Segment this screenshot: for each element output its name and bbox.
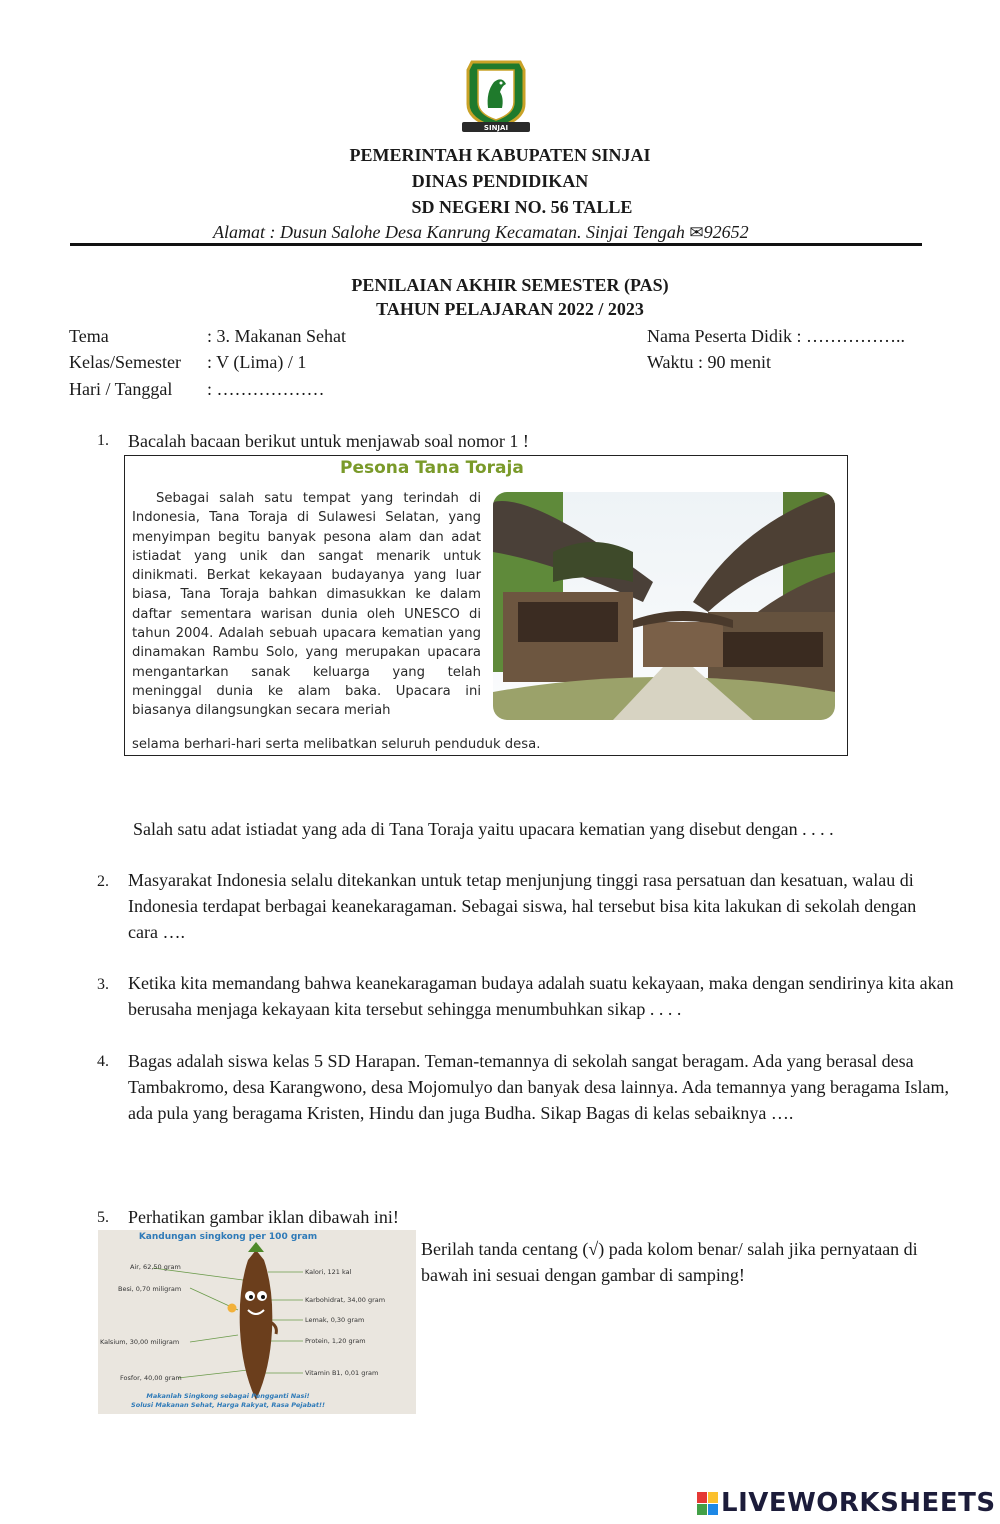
q4-text: Bagas adalah siswa kelas 5 SD Harapan. Teman-temannya di sekolah sangat beragam. Ada yang berasal desa Tambakromo, desa Karangwono, desa Mojomulyo dan banyak desa lainnya. Ada temannya yang beragama Islam, ada pula yang beragama Kristen, Hindu dan juga Budha. Sikap Bagas di kelas sebaiknya …. [128,1051,949,1123]
school-address [213,222,749,243]
ad-label-fosfor: Fosfor, 40,00 gram [120,1374,182,1382]
address-text: Alamat : Dusun Salohe Desa Kanrung Kecamatan. Sinjai Tengah [213,222,685,242]
header-line-3: SD NEGERI NO. 56 TALLE [411,197,633,217]
tema-label: Tema [69,326,109,346]
q2-number: 2. [97,873,109,890]
live-icon-e [708,1504,718,1515]
toraja-photo [493,492,835,720]
ad-title: Kandungan singkong per 100 gram [138,1232,318,1242]
live-icon-v [697,1504,707,1515]
q3-number: 3. [97,976,109,993]
q5-text: Perhatikan gambar iklan dibawah ini! [128,1207,399,1227]
liveworksheets-logo [697,1488,997,1522]
nama-peserta: Nama Peserta Didik : …………….. [647,326,905,346]
cassava-ad [98,1230,416,1414]
kelas-label: Kelas/Semester [69,352,181,372]
passage-title: Pesona Tana Toraja [340,458,524,478]
exam-year: TAHUN PELAJARAN 2022 / 2023 [376,299,644,319]
reading-passage [124,455,848,756]
q5-number: 5. [97,1209,109,1226]
ad-slogan-1: Makanlah Singkong sebagai Pengganti Nasi! [146,1392,310,1400]
q3-text: Ketika kita memandang bahwa keanekaragaman budaya adalah suatu kekayaan, maka dengan sendirinya kita akan berusaha menjaga kekayaan kita tersebut sehingga menumbuhkan sikap . . . . [128,973,954,1019]
ad-label-karbohidrat: Karbohidrat, 34,00 gram [305,1296,386,1304]
ad-label-kalori: Kalori, 121 kal [305,1268,352,1276]
ad-slogan-2: Solusi Makanan Sehat, Harga Rakyat, Rasa Pejabat!! [131,1401,325,1409]
header-line-1: PEMERINTAH KABUPATEN SINJAI [349,145,651,165]
ad-label-kalsium: Kalsium, 30,00 miligram [100,1338,180,1346]
live-icon-l [697,1492,707,1503]
ad-label-air: Air, 62,50 gram [130,1263,181,1271]
ad-label-protein: Protein, 1,20 gram [305,1337,366,1345]
q1-number: 1. [97,432,109,449]
postcode: 92652 [703,222,749,242]
q5-instruction: Berilah tanda centang (√) pada kolom benar/ salah jika pernyataan di bawah ini sesuai dengan gambar di samping! [421,1239,918,1285]
school-logo [458,58,534,138]
ad-label-lemak: Lemak, 0,30 gram [305,1316,365,1324]
hari-label: Hari / Tanggal [69,379,173,399]
q1-question: Salah satu adat istiadat yang ada di Tana Toraja yaitu upacara kematian yang disebut dengan . . . . [133,819,834,839]
q1-text: Bacalah bacaan berikut untuk menjawab soal nomor 1 ! [128,431,529,451]
cassava-illustration [98,1230,416,1414]
ad-label-besi: Besi, 0,70 miligram [118,1285,182,1293]
waktu: Waktu : 90 menit [647,352,772,372]
hari-value: : ……………… [207,379,325,399]
ad-label-vitamin: Vitamin B1, 0,01 gram [305,1369,379,1377]
envelope-icon: ✉ [689,223,704,242]
q4-number: 4. [97,1053,109,1070]
header-rule [70,243,922,246]
kelas-value: : V (Lima) / 1 [207,352,307,372]
live-icon-i [708,1492,718,1503]
logo-text: SINJAI [483,124,509,132]
header-line-2: DINAS PENDIDIKAN [411,171,589,191]
brand-name: LIVEWORKSHEETS [721,1488,996,1518]
exam-title: PENILAIAN AKHIR SEMESTER (PAS) [351,275,669,295]
q2-text: Masyarakat Indonesia selalu ditekankan untuk tetap menjunjung tinggi rasa persatuan dan kesatuan, walau di Indonesia terdapat berbagai keanekaragaman. Sebagai siswa, hal tersebut bisa kita lakukan di sekolah dengan cara …. [128,870,917,942]
passage-last-line: selama berhari-hari serta melibatkan seluruh penduduk desa. [132,737,541,752]
live-icon [697,1492,719,1516]
tema-value: : 3. Makanan Sehat [207,326,346,346]
passage-body: Sebagai salah satu tempat yang terindah di Indonesia, Tana Toraja di Sulawesi Selatan, yang menyimpan begitu banyak pesona alam dan adat istiadat yang unik dan sangat menarik untuk dinikmati. Berkat kekayaan budayanya yang luar biasa, Tana Toraja bahkan dimasukkan ke dalam daftar sementara warisan dunia oleh UNESCO di tahun 2004. Adalah sebuah upacara kematian yang dinamakan Rambu Solo, yang merupakan upacara mengantarkan sanak keluarga yang telah meninggal dunia ke alam baka. Upacara ini biasanya dilangsungkan secara meriah [132,491,481,719]
